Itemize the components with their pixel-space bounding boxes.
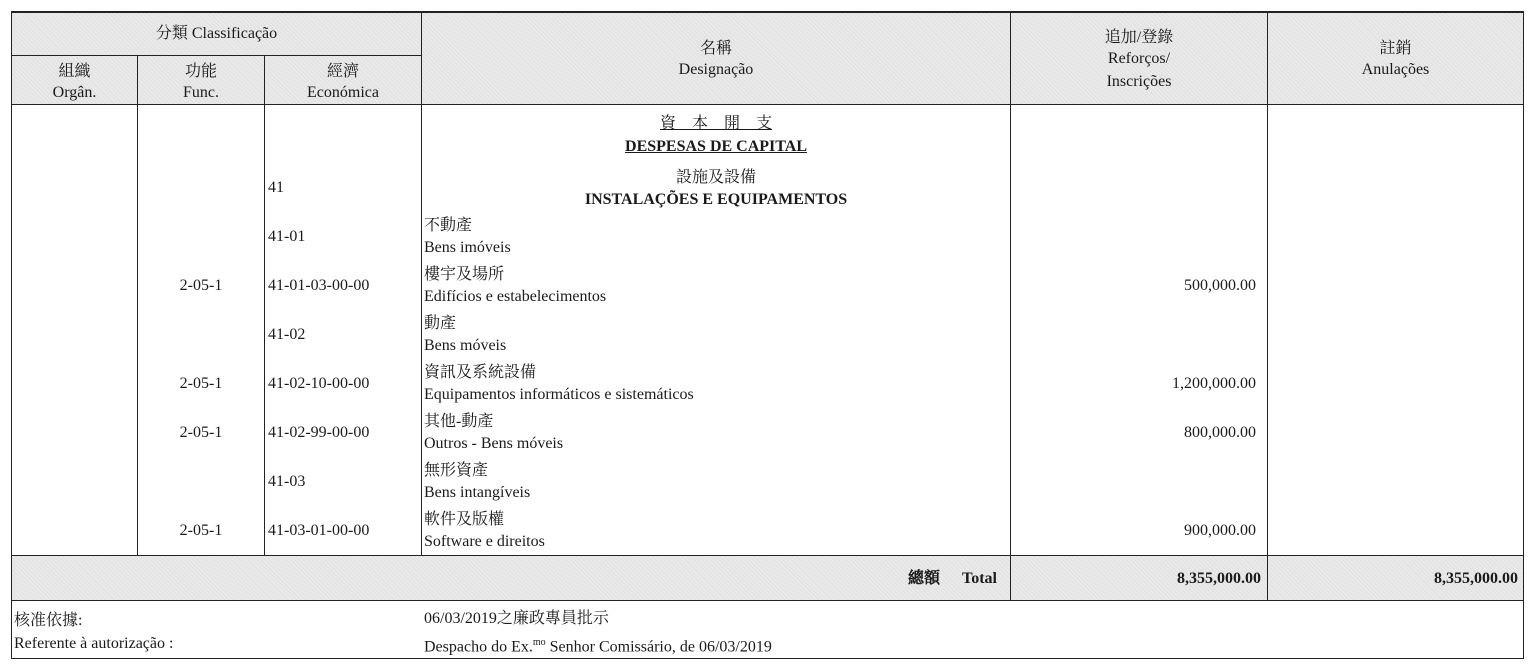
table-left-border — [11, 11, 12, 659]
header-func-pt: Func. — [183, 84, 219, 101]
row-designation-zh: 軟件及版權 — [424, 511, 505, 528]
authorization-text-pt — [424, 633, 772, 656]
header-econ-pt: Económica — [307, 84, 379, 101]
row-designation-zh: 資訊及系統設備 — [424, 364, 537, 381]
header-econ-zh: 經濟 — [326, 63, 359, 80]
row-designation-zh: 樓宇及場所 — [424, 266, 505, 283]
total-cancellations: 8,355,000.00 — [1434, 570, 1518, 587]
row-econ-code: 41-02-10-00-00 — [268, 375, 370, 392]
col-divider-func — [264, 55, 265, 556]
section-title-zh: 資 本 開 支 — [659, 115, 772, 132]
row-designation-pt: Software e direitos — [424, 533, 545, 550]
group-econ-code: 41 — [268, 179, 284, 196]
row-designation-pt: Bens intangíveis — [424, 484, 531, 501]
row-amount: 1,200,000.00 — [1172, 375, 1256, 392]
row-econ-code: 41-02-99-00-00 — [268, 424, 370, 441]
header-reinforcements-pt1: Reforços/ — [1107, 50, 1171, 67]
classification-divider — [11, 55, 421, 56]
authorization-label-zh: 核准依據: — [14, 612, 83, 629]
header-func-zh: 功能 — [184, 63, 217, 80]
table-bottom-border — [11, 658, 1524, 659]
row-amount: 500,000.00 — [1184, 277, 1256, 294]
authorization-label-pt: Referente à autorização : — [14, 635, 174, 652]
header-reinforcements-pt2: Inscrições — [1106, 73, 1172, 90]
col-divider-designation — [1010, 11, 1011, 601]
body-bottom-border — [11, 555, 1524, 556]
header-reinforcements-zh: 追加/登錄 — [1104, 29, 1174, 46]
table-right-border — [1523, 11, 1524, 659]
header-designation-pt: Designação — [678, 61, 754, 78]
group-title-zh: 設施及設備 — [675, 169, 756, 186]
authorization-text-pt-post: Senhor Comissário, de 06/03/2019 — [545, 638, 772, 656]
row-designation-zh: 其他-動產 — [424, 413, 494, 430]
total-reinforcements: 8,355,000.00 — [1177, 570, 1261, 587]
row-econ-code: 41-01 — [268, 228, 306, 245]
row-func-code: 2-05-1 — [179, 522, 223, 539]
header-classification: 分類 Classificação — [155, 25, 278, 42]
header-organ-zh: 組織 — [58, 63, 91, 80]
group-title-pt: INSTALAÇÕES E EQUIPAMENTOS — [584, 191, 848, 208]
col-divider-econ — [421, 11, 422, 556]
header-cancellations-zh: 註銷 — [1379, 40, 1412, 57]
row-func-code: 2-05-1 — [179, 424, 223, 441]
row-designation-zh: 動產 — [424, 315, 457, 332]
col-divider-organ — [137, 55, 138, 556]
header-bottom-border — [11, 104, 1524, 105]
row-designation-zh: 不動產 — [424, 217, 473, 234]
total-label-zh: 總額 — [908, 570, 941, 587]
row-econ-code: 41-01-03-00-00 — [268, 277, 370, 294]
row-designation-pt: Bens imóveis — [424, 239, 511, 256]
row-econ-code: 41-03 — [268, 473, 306, 490]
row-econ-code: 41-03-01-00-00 — [268, 522, 370, 539]
authorization-text-pt-sup: mo — [532, 637, 546, 648]
total-label-pt: Total — [962, 570, 997, 587]
header-organ-pt: Orgân. — [52, 84, 97, 101]
header-designation-zh: 名稱 — [699, 40, 732, 57]
row-func-code: 2-05-1 — [179, 375, 223, 392]
row-designation-pt: Edifícios e estabelecimentos — [424, 288, 607, 305]
row-econ-code: 41-02 — [268, 326, 306, 343]
row-designation-pt: Outros - Bens móveis — [424, 435, 564, 452]
authorization-text-zh: 06/03/2019之廉政專員批示 — [424, 610, 609, 627]
row-amount: 800,000.00 — [1184, 424, 1256, 441]
row-amount: 900,000.00 — [1184, 522, 1256, 539]
row-func-code: 2-05-1 — [179, 277, 223, 294]
total-bottom-border — [11, 600, 1524, 601]
header-cancellations-pt: Anulações — [1361, 61, 1430, 78]
row-designation-pt: Bens móveis — [424, 337, 507, 354]
table-top-border — [11, 11, 1524, 13]
authorization-text-pt-pre: Despacho do Ex. — [424, 638, 533, 656]
col-divider-reinforcements — [1267, 11, 1268, 601]
row-designation-pt: Equipamentos informáticos e sistemáticos — [424, 386, 694, 403]
row-designation-zh: 無形資產 — [424, 462, 489, 479]
section-title-pt: DESPESAS DE CAPITAL — [625, 138, 807, 155]
